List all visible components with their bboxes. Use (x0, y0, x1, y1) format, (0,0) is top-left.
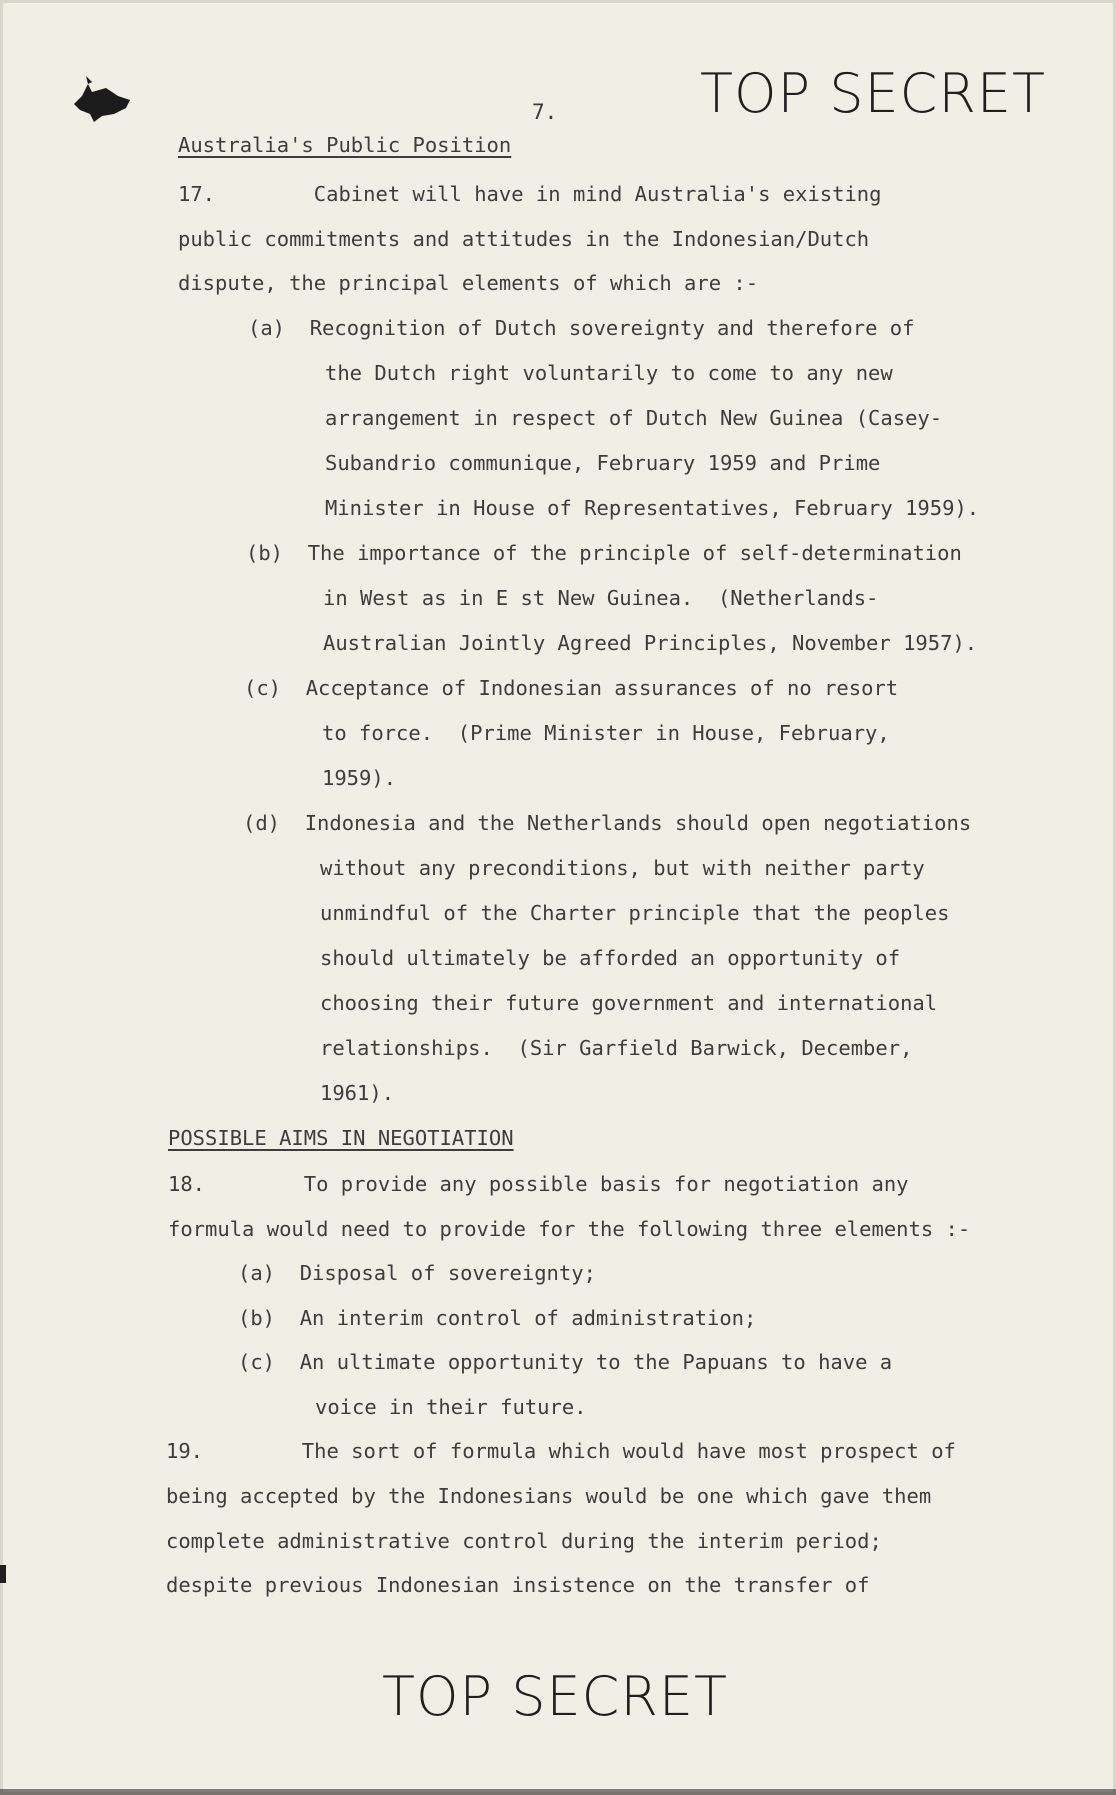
text-line: (c) An ultimate opportunity to the Papuans to have a (238, 1350, 893, 1374)
text-line: in West as in E st New Guinea. (Netherlands- (323, 586, 879, 610)
text-line: public commitments and attitudes in the Indonesian/Dutch (178, 227, 870, 251)
classification-footer: TOP SECRET (382, 1665, 728, 1728)
text-line: (b) An interim control of administration; (238, 1306, 757, 1330)
text-line: Minister in House of Representatives, February 1959). (325, 496, 980, 520)
text-line: voice in their future. (315, 1395, 587, 1419)
text-line: (d) Indonesia and the Netherlands should open negotiations (243, 811, 972, 835)
page-number: 7. (532, 100, 558, 124)
text-line: relationships. (Sir Garfield Barwick, December, (320, 1036, 913, 1060)
text-line: Australian Jointly Agreed Principles, November 1957). (323, 631, 978, 655)
text-line: should ultimately be afforded an opportunity of (320, 946, 901, 970)
text-line: complete administrative control during the interim period; (166, 1529, 882, 1553)
text-line: 19. The sort of formula which would have most prospect of (166, 1439, 956, 1463)
text-line: (a) Recognition of Dutch sovereignty and therefore of (248, 316, 915, 340)
text-line: (a) Disposal of sovereignty; (238, 1261, 596, 1285)
emblem-icon (68, 74, 138, 126)
text-line: despite previous Indonesian insistence on the transfer of (166, 1573, 870, 1597)
page-edge (0, 1789, 1116, 1795)
text-line: dispute, the principal elements of which are :- (178, 271, 759, 295)
text-line: 18. To provide any possible basis for negotiation any (168, 1172, 909, 1196)
text-line: 17. Cabinet will have in mind Australia's existing (178, 182, 882, 206)
text-line: choosing their future government and international (320, 991, 938, 1015)
text-line: (c) Acceptance of Indonesian assurances of no resort (244, 676, 899, 700)
text-line: being accepted by the Indonesians would be one which gave them (166, 1484, 932, 1508)
text-line: to force. (Prime Minister in House, February, (322, 721, 890, 745)
edge-mark (0, 1565, 6, 1583)
text-line: without any preconditions, but with neither party (320, 856, 925, 880)
text-line: (b) The importance of the principle of self-determination (246, 541, 962, 565)
text-line: Subandrio communique, February 1959 and Prime (325, 451, 881, 475)
section-heading: POSSIBLE AIMS IN NEGOTIATION (168, 1126, 514, 1150)
classification-header: TOP SECRET (700, 62, 1046, 125)
text-line: arrangement in respect of Dutch New Guinea (Casey- (325, 406, 943, 430)
text-line: unmindful of the Charter principle that the peoples (320, 901, 950, 925)
text-line: 1959). (322, 766, 397, 790)
text-line: formula would need to provide for the following three elements :- (168, 1217, 971, 1241)
text-line: the Dutch right voluntarily to come to any new (325, 361, 893, 385)
text-line: 1961). (320, 1081, 395, 1105)
section-heading: Australia's Public Position (178, 133, 512, 157)
